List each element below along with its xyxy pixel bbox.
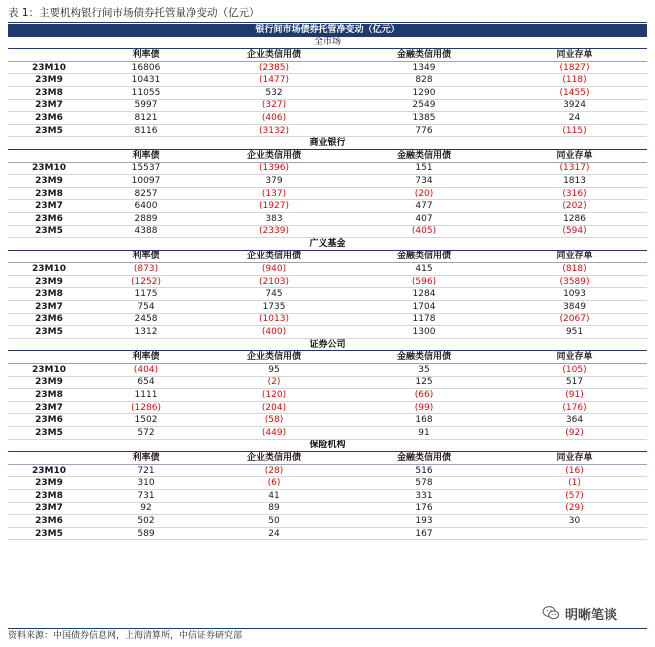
value-cell: (327)	[202, 99, 346, 112]
month-label: 23M8	[8, 86, 90, 99]
table-row	[8, 200, 647, 213]
month-label: 23M7	[8, 401, 90, 414]
value-cell: 8121	[90, 112, 202, 125]
month-label: 23M6	[8, 313, 90, 326]
table-row	[8, 187, 647, 200]
value-cell: 517	[502, 376, 647, 389]
value-cell: 167	[346, 527, 502, 540]
column-header: 利率债	[90, 149, 202, 162]
column-header: 企业类信用债	[202, 149, 346, 162]
value-cell: 89	[202, 502, 346, 515]
value-cell: 721	[90, 464, 202, 477]
month-label: 23M7	[8, 301, 90, 314]
value-cell: (20)	[346, 187, 502, 200]
value-cell: 95	[202, 364, 346, 377]
value-cell: 828	[346, 74, 502, 87]
month-label: 23M9	[8, 477, 90, 490]
table-title-row	[8, 24, 647, 36]
month-label: 23M5	[8, 427, 90, 440]
section-row	[8, 137, 647, 150]
value-cell: 91	[346, 427, 502, 440]
watermark-text: 明晰笔谈	[565, 607, 618, 623]
column-header: 利率债	[90, 250, 202, 263]
column-header-row	[8, 149, 647, 162]
month-label: 23M6	[8, 414, 90, 427]
column-header: 同业存单	[502, 250, 647, 263]
table-row	[8, 275, 647, 288]
column-header	[8, 49, 90, 62]
month-label: 23M8	[8, 288, 90, 301]
column-header: 金融类信用债	[346, 452, 502, 465]
table-row	[8, 414, 647, 427]
value-cell: (316)	[502, 187, 647, 200]
table-row	[8, 464, 647, 477]
value-cell: 6400	[90, 200, 202, 213]
value-cell: (137)	[202, 187, 346, 200]
value-cell: 168	[346, 414, 502, 427]
value-cell: (91)	[502, 389, 647, 402]
table-row	[8, 301, 647, 314]
column-header: 企业类信用债	[202, 351, 346, 364]
value-cell: 1735	[202, 301, 346, 314]
table-row	[8, 489, 647, 502]
value-cell: 310	[90, 477, 202, 490]
value-cell: (400)	[202, 326, 346, 339]
table-row	[8, 477, 647, 490]
value-cell: 383	[202, 212, 346, 225]
value-cell: 379	[202, 175, 346, 188]
column-header-row	[8, 49, 647, 62]
value-cell: 578	[346, 477, 502, 490]
value-cell: (92)	[502, 427, 647, 440]
table-row	[8, 212, 647, 225]
value-cell: (204)	[202, 401, 346, 414]
table-row	[8, 162, 647, 175]
watermark	[538, 602, 621, 624]
value-cell: (176)	[502, 401, 647, 414]
table-row	[8, 364, 647, 377]
caption-divider	[8, 22, 647, 23]
value-cell: (596)	[346, 275, 502, 288]
table-caption: 表 1：主要机构银行间市场债券托管量净变动（亿元）	[8, 7, 260, 19]
table-row	[8, 376, 647, 389]
table-row	[8, 86, 647, 99]
value-cell: 1111	[90, 389, 202, 402]
value-cell: (2339)	[202, 225, 346, 238]
section-row	[8, 439, 647, 452]
table-row	[8, 389, 647, 402]
value-cell: (66)	[346, 389, 502, 402]
value-cell: 30	[502, 515, 647, 528]
value-cell: (99)	[346, 401, 502, 414]
column-header: 金融类信用债	[346, 49, 502, 62]
value-cell: (1)	[502, 477, 647, 490]
value-cell: (2385)	[202, 61, 346, 74]
value-cell: (1827)	[502, 61, 647, 74]
month-label: 23M7	[8, 200, 90, 213]
value-cell: 151	[346, 162, 502, 175]
month-label: 23M7	[8, 502, 90, 515]
value-cell: 4388	[90, 225, 202, 238]
value-cell: 364	[502, 414, 647, 427]
value-cell: 2549	[346, 99, 502, 112]
column-header	[8, 250, 90, 263]
value-cell: (202)	[502, 200, 647, 213]
column-header: 金融类信用债	[346, 351, 502, 364]
table-row	[8, 401, 647, 414]
value-cell: (1396)	[202, 162, 346, 175]
value-cell: (1252)	[90, 275, 202, 288]
wechat-logo-icon	[542, 604, 560, 622]
month-label: 23M9	[8, 275, 90, 288]
value-cell: (406)	[202, 112, 346, 125]
value-cell: 15537	[90, 162, 202, 175]
table-row	[8, 326, 647, 339]
value-cell: (58)	[202, 414, 346, 427]
table-row	[8, 112, 647, 125]
month-label: 23M9	[8, 175, 90, 188]
value-cell: (1013)	[202, 313, 346, 326]
month-label: 23M5	[8, 225, 90, 238]
column-header: 利率债	[90, 452, 202, 465]
value-cell: 776	[346, 124, 502, 137]
value-cell: 1175	[90, 288, 202, 301]
month-label: 23M10	[8, 61, 90, 74]
value-cell: (6)	[202, 477, 346, 490]
value-cell: (1286)	[90, 401, 202, 414]
value-cell: 3924	[502, 99, 647, 112]
month-label: 23M10	[8, 464, 90, 477]
value-cell: 176	[346, 502, 502, 515]
value-cell: 407	[346, 212, 502, 225]
table-row	[8, 427, 647, 440]
value-cell: (404)	[90, 364, 202, 377]
month-label: 23M9	[8, 376, 90, 389]
value-cell: 532	[202, 86, 346, 99]
column-header: 企业类信用债	[202, 49, 346, 62]
section-title: 证券公司	[8, 338, 647, 351]
value-cell: (118)	[502, 74, 647, 87]
column-header-row	[8, 452, 647, 465]
value-cell: 1300	[346, 326, 502, 339]
value-cell: 50	[202, 515, 346, 528]
value-cell: 8257	[90, 187, 202, 200]
value-cell: 1502	[90, 414, 202, 427]
table-title: 银行间市场债券托管净变动（亿元）	[8, 24, 647, 36]
value-cell: (2103)	[202, 275, 346, 288]
month-label: 23M8	[8, 389, 90, 402]
column-header: 企业类信用债	[202, 452, 346, 465]
custody-change-table	[8, 24, 647, 540]
column-header-row	[8, 351, 647, 364]
value-cell: (3589)	[502, 275, 647, 288]
value-cell: (2067)	[502, 313, 647, 326]
column-header: 同业存单	[502, 351, 647, 364]
value-cell: 1290	[346, 86, 502, 99]
value-cell: 16806	[90, 61, 202, 74]
value-cell: 1312	[90, 326, 202, 339]
month-label: 23M6	[8, 515, 90, 528]
month-label: 23M5	[8, 326, 90, 339]
value-cell: 1178	[346, 313, 502, 326]
month-label: 23M5	[8, 527, 90, 540]
value-cell: (449)	[202, 427, 346, 440]
value-cell: 516	[346, 464, 502, 477]
section-row	[8, 36, 647, 49]
table-row	[8, 124, 647, 137]
table-row	[8, 74, 647, 87]
column-header: 企业类信用债	[202, 250, 346, 263]
value-cell: 589	[90, 527, 202, 540]
table-row	[8, 175, 647, 188]
value-cell: 24	[502, 112, 647, 125]
value-cell: (1927)	[202, 200, 346, 213]
value-cell: 193	[346, 515, 502, 528]
value-cell: 2889	[90, 212, 202, 225]
value-cell: (3132)	[202, 124, 346, 137]
value-cell: (873)	[90, 263, 202, 276]
column-header: 金融类信用债	[346, 250, 502, 263]
table-row	[8, 288, 647, 301]
value-cell: 572	[90, 427, 202, 440]
value-cell: 331	[346, 489, 502, 502]
value-cell: (115)	[502, 124, 647, 137]
value-cell: (940)	[202, 263, 346, 276]
source-note: 资料来源：中国债券信息网，上海清算所，中信证券研究部	[8, 631, 243, 641]
month-label: 23M7	[8, 99, 90, 112]
value-cell: 1385	[346, 112, 502, 125]
value-cell: 3849	[502, 301, 647, 314]
column-header	[8, 149, 90, 162]
table-row	[8, 527, 647, 540]
value-cell: (1317)	[502, 162, 647, 175]
value-cell: 92	[90, 502, 202, 515]
value-cell: (105)	[502, 364, 647, 377]
section-row	[8, 238, 647, 251]
value-cell: (594)	[502, 225, 647, 238]
value-cell: (1477)	[202, 74, 346, 87]
value-cell: 502	[90, 515, 202, 528]
column-header	[8, 351, 90, 364]
month-label: 23M10	[8, 263, 90, 276]
value-cell: 35	[346, 364, 502, 377]
value-cell: 1284	[346, 288, 502, 301]
month-label: 23M6	[8, 212, 90, 225]
table-row	[8, 515, 647, 528]
table-row	[8, 263, 647, 276]
month-label: 23M9	[8, 74, 90, 87]
value-cell: 10097	[90, 175, 202, 188]
value-cell: 24	[202, 527, 346, 540]
section-title: 商业银行	[8, 137, 647, 150]
value-cell: 1093	[502, 288, 647, 301]
table-row	[8, 225, 647, 238]
value-cell: 1704	[346, 301, 502, 314]
section-title: 保险机构	[8, 439, 647, 452]
month-label: 23M10	[8, 364, 90, 377]
value-cell: 754	[90, 301, 202, 314]
table-row	[8, 61, 647, 74]
value-cell: (16)	[502, 464, 647, 477]
month-label: 23M10	[8, 162, 90, 175]
value-cell: 1286	[502, 212, 647, 225]
column-header: 同业存单	[502, 49, 647, 62]
value-cell: 731	[90, 489, 202, 502]
month-label: 23M8	[8, 489, 90, 502]
value-cell: 951	[502, 326, 647, 339]
value-cell: 734	[346, 175, 502, 188]
value-cell: 1813	[502, 175, 647, 188]
table-row	[8, 99, 647, 112]
value-cell: (1455)	[502, 86, 647, 99]
value-cell	[502, 527, 647, 540]
column-header: 利率债	[90, 49, 202, 62]
table-row	[8, 502, 647, 515]
value-cell: (29)	[502, 502, 647, 515]
value-cell: 11055	[90, 86, 202, 99]
section-title: 广义基金	[8, 238, 647, 251]
value-cell: 477	[346, 200, 502, 213]
section-title: 全市场	[8, 36, 647, 49]
value-cell: 654	[90, 376, 202, 389]
month-label: 23M6	[8, 112, 90, 125]
value-cell: (57)	[502, 489, 647, 502]
value-cell: 1349	[346, 61, 502, 74]
section-row	[8, 338, 647, 351]
value-cell: (818)	[502, 263, 647, 276]
column-header-row	[8, 250, 647, 263]
column-header: 同业存单	[502, 149, 647, 162]
month-label: 23M5	[8, 124, 90, 137]
value-cell: 125	[346, 376, 502, 389]
value-cell: 41	[202, 489, 346, 502]
column-header	[8, 452, 90, 465]
footer-divider	[8, 628, 647, 629]
column-header: 同业存单	[502, 452, 647, 465]
column-header: 金融类信用债	[346, 149, 502, 162]
value-cell: 2458	[90, 313, 202, 326]
value-cell: (120)	[202, 389, 346, 402]
value-cell: 10431	[90, 74, 202, 87]
value-cell: (28)	[202, 464, 346, 477]
value-cell: 415	[346, 263, 502, 276]
month-label: 23M8	[8, 187, 90, 200]
value-cell: 5997	[90, 99, 202, 112]
value-cell: (2)	[202, 376, 346, 389]
value-cell: 8116	[90, 124, 202, 137]
value-cell: 745	[202, 288, 346, 301]
table-row	[8, 313, 647, 326]
column-header: 利率债	[90, 351, 202, 364]
value-cell: (405)	[346, 225, 502, 238]
